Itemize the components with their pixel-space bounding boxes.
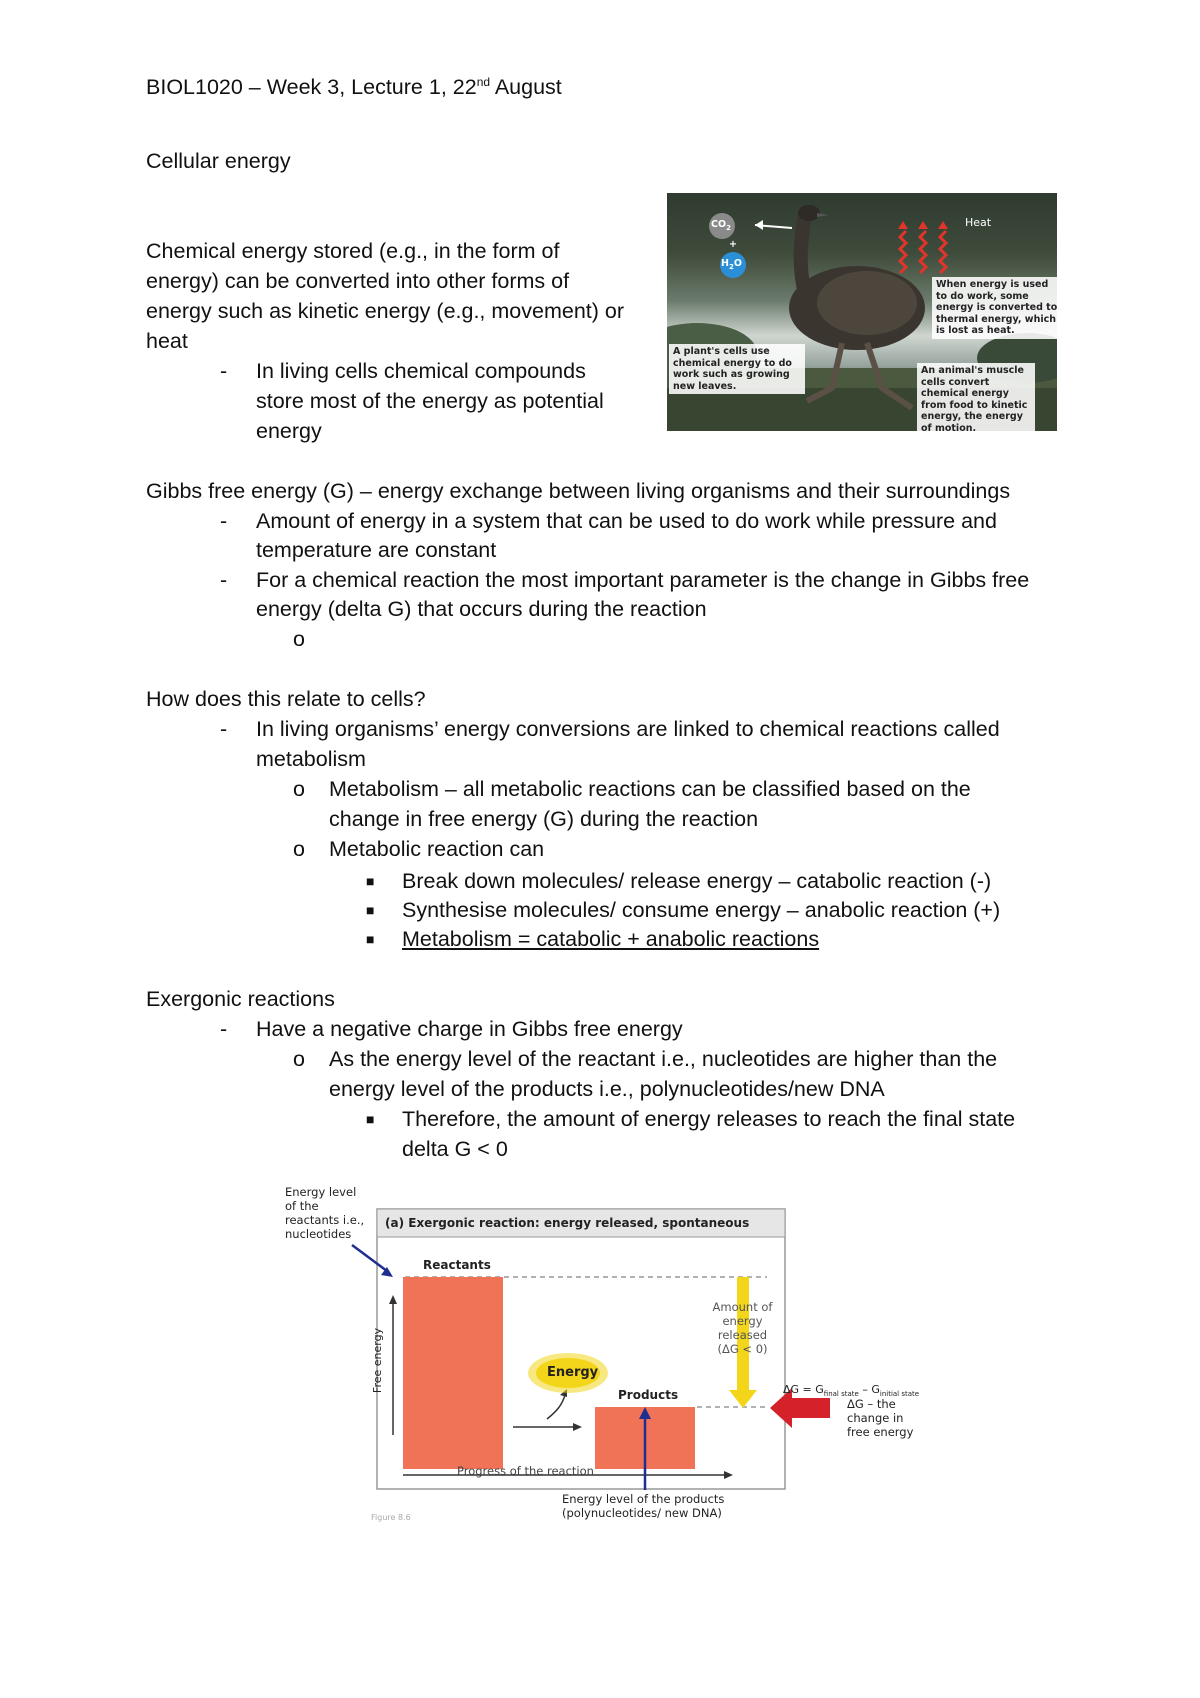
bullet-line-3: energy	[256, 419, 322, 443]
gibbs-b1-l1: Amount of energy in a system that can be used to do work while pressure and	[256, 509, 997, 533]
products-level-label	[562, 1492, 724, 1520]
formula-dg: ΔG = G	[783, 1383, 824, 1396]
caption-animal-l1: An animal's muscle	[921, 365, 1024, 376]
reactants-label: Reactants	[423, 1258, 491, 1272]
cells-o1-l2: change in free energy (G) during the reaction	[329, 807, 759, 831]
amount-l3: released	[717, 1328, 768, 1342]
sub-bullet: o	[293, 837, 305, 861]
page-title	[146, 72, 562, 102]
para-line-1: Chemical energy stored (e.g., in the form of	[146, 239, 560, 263]
emu-energy-figure	[667, 193, 1057, 431]
gibbs-b2-l2: energy (delta G) that occurs during the reaction	[256, 597, 707, 621]
cells-o2: Metabolic reaction can	[329, 837, 545, 861]
heading-cellular-energy: Cellular energy	[146, 149, 291, 173]
delta-g-change-label	[847, 1397, 913, 1439]
exergonic-b1: Have a negative charge in Gibbs free energy	[256, 1017, 683, 1041]
caption-work-l3: energy is converted to	[936, 302, 1057, 313]
exergonic-diagram	[285, 1185, 925, 1535]
bullet-dash: -	[220, 717, 228, 741]
sub-bullet: o	[293, 1047, 305, 1071]
title-suffix: August	[490, 75, 562, 99]
cells-o1-l1: Metabolism – all metabolic reactions can be classified based on the	[329, 777, 971, 801]
amount-l4: (ΔG < 0)	[717, 1342, 768, 1356]
exergonic-s1-l2: delta G < 0	[402, 1137, 508, 1161]
caption-animal-l4: from food to kinetic	[921, 399, 1028, 411]
empty-sub-bullet: o	[293, 627, 305, 651]
amount-l1: Amount of	[712, 1300, 773, 1314]
gibbs-b1-l2: temperature are constant	[256, 538, 497, 562]
bullet-dash: -	[220, 509, 228, 533]
bullet-dash: -	[220, 1017, 228, 1041]
diagram-title: (a) Exergonic reaction: energy released, spontaneous	[385, 1216, 750, 1230]
formula-final: final state	[823, 1390, 859, 1399]
h2o-h: H	[721, 258, 729, 269]
caption-work-l4: thermal energy, which	[936, 313, 1057, 325]
dg-change-l2: change in	[847, 1411, 904, 1425]
caption-work-l1: When energy is used	[936, 279, 1049, 290]
para-line-2: energy) can be converted into other forms of	[146, 269, 570, 293]
h2o-o: O	[733, 258, 742, 269]
reactants-level-l4: nucleotides	[285, 1227, 352, 1241]
cells-b1-l2: metabolism	[256, 747, 366, 771]
products-level-l1: Energy level of the products	[562, 1492, 725, 1506]
caption-plant-l1: A plant's cells use	[673, 346, 770, 357]
bullet-dash: -	[220, 359, 228, 383]
caption-plant	[669, 344, 805, 394]
caption-animal-l6: of motion.	[921, 422, 977, 431]
formula-initial: initial state	[879, 1390, 920, 1399]
square-bullet: ■	[366, 931, 375, 947]
formula-minus: – G	[858, 1383, 880, 1396]
cells-s1: Break down molecules/ release energy – catabolic reaction (-)	[402, 869, 992, 893]
bullet-line-2: store most of the energy as potential	[256, 389, 604, 413]
caption-work-l2: to do work, some	[936, 290, 1029, 302]
heading-exergonic: Exergonic reactions	[146, 987, 335, 1011]
energy-label: Energy	[547, 1365, 599, 1380]
products-level-l2: (polynucleotides/ new DNA)	[562, 1506, 722, 1520]
amount-l2: energy	[722, 1314, 763, 1328]
co2-text: CO	[711, 219, 727, 230]
caption-animal	[917, 363, 1035, 431]
amount-released-label	[705, 1300, 780, 1356]
bullet-line-1: In living cells chemical compounds	[256, 359, 586, 383]
caption-animal-l2: cells convert	[921, 376, 990, 388]
caption-plant-l2: chemical energy to do	[673, 357, 792, 369]
caption-animal-l5: energy, the energy	[921, 411, 1023, 422]
co2-label	[711, 219, 731, 234]
cells-b1-l1: In living organisms’ energy conversions are linked to chemical reactions called	[256, 717, 1000, 741]
caption-plant-l3: work such as growing	[673, 369, 790, 380]
cells-s3	[402, 924, 819, 954]
bullet-dash: -	[220, 568, 228, 592]
title-superscript: nd	[476, 74, 491, 89]
products-label: Products	[618, 1388, 679, 1402]
label-reactants-level	[285, 1185, 364, 1241]
heading-cells: How does this relate to cells?	[146, 687, 426, 711]
square-bullet: ■	[366, 1111, 375, 1127]
exergonic-o1-l2: energy level of the products i.e., polynucleotides/new DNA	[329, 1077, 885, 1101]
reactants-level-l3: reactants i.e.,	[285, 1213, 365, 1227]
gibbs-b2-l1: For a chemical reaction the most important parameter is the change in Gibbs free	[256, 568, 1030, 592]
square-bullet: ■	[366, 873, 375, 889]
caption-animal-l3: chemical energy	[921, 388, 1009, 399]
title-text: BIOL1020 – Week 3, Lecture 1, 22	[146, 75, 477, 99]
caption-work	[932, 277, 1057, 339]
progress-label: Progress of the reaction	[457, 1464, 594, 1478]
metabolism-underlined: Metabolism = catabolic + anabolic reactions	[402, 927, 820, 951]
reactants-level-l1: Energy level	[285, 1185, 357, 1199]
h2o-label	[721, 258, 742, 273]
exergonic-s1-l1: Therefore, the amount of energy releases to reach the final state	[402, 1107, 1016, 1131]
free-energy-label: Free energy	[371, 1327, 385, 1394]
plus-sign: +	[729, 239, 737, 250]
caption-plant-l4: new leaves.	[673, 380, 737, 392]
heading-gibbs: Gibbs free energy (G) – energy exchange between living organisms and their surroundings	[146, 479, 1011, 503]
para-line-3: energy such as kinetic energy (e.g., movement) or	[146, 299, 624, 323]
sub-bullet: o	[293, 777, 305, 801]
para-line-4: heat	[146, 329, 188, 353]
h2o-sub: 2	[728, 262, 734, 271]
exergonic-o1-l1: As the energy level of the reactant i.e., nucleotides are higher than the	[329, 1047, 998, 1071]
reactants-level-l2: of the	[285, 1199, 319, 1213]
reactants-bar	[403, 1277, 503, 1469]
dg-change-l3: free energy	[847, 1425, 914, 1439]
square-bullet: ■	[366, 902, 375, 918]
heat-label: Heat	[965, 216, 992, 229]
caption-work-l5: is lost as heat.	[936, 325, 1015, 336]
cells-s2: Synthesise molecules/ consume energy – anabolic reaction (+)	[402, 898, 1001, 922]
dg-change-l1: ΔG – the	[847, 1397, 896, 1411]
co2-sub: 2	[726, 223, 731, 232]
figure-label: Figure 8.6	[371, 1513, 411, 1522]
